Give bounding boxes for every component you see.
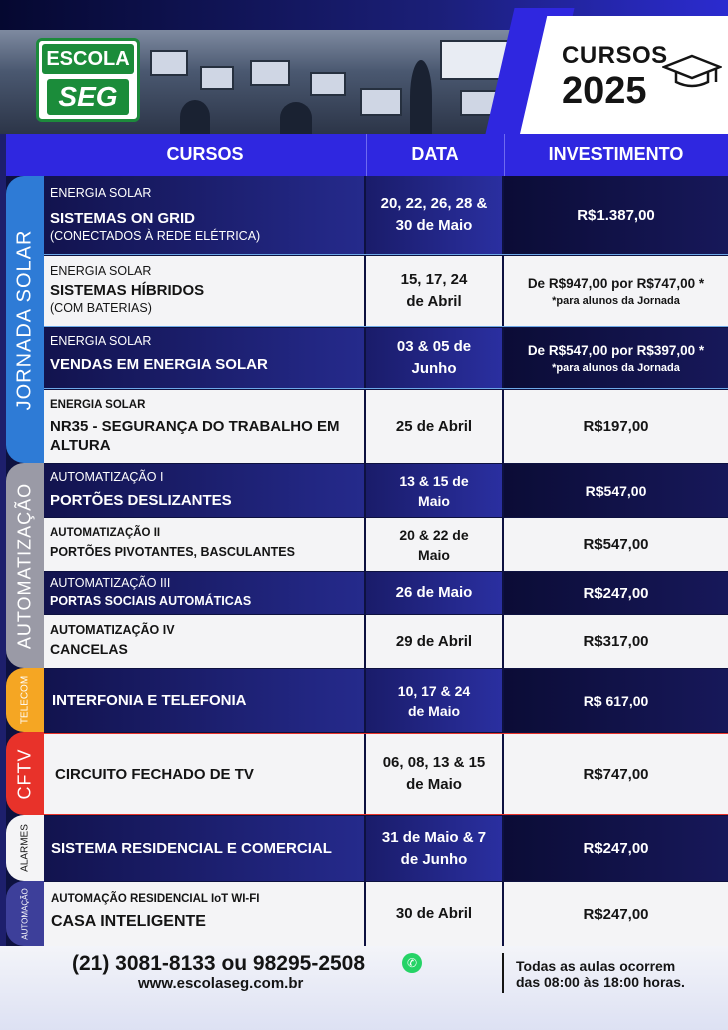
course-category: ENERGIA SOLAR: [50, 334, 152, 348]
course-cell: [44, 328, 364, 388]
course-date: 29 de Abril: [366, 615, 502, 668]
course-title: CIRCUITO FECHADO DE TV: [55, 765, 254, 783]
column-header-price: INVESTIMENTO: [548, 144, 684, 164]
course-title: PORTAS SOCIAIS AUTOMÁTICAS: [50, 594, 252, 608]
course-category: ENERGIA SOLAR: [50, 399, 146, 411]
course-cell: [44, 464, 364, 517]
student-figure: [280, 102, 312, 134]
course-category: AUTOMATIZAÇÃO II: [50, 527, 161, 539]
course-price: R$197,00: [504, 390, 728, 463]
course-date: 20 & 22 de Maio: [366, 518, 502, 571]
category-label: CFTV: [14, 748, 35, 799]
course-title: INTERFONIA E TELEFONIA: [52, 692, 247, 709]
category-label: AUTOMATIZAÇÃO: [14, 482, 35, 649]
course-price: R$247,00: [504, 572, 728, 614]
website-link[interactable]: www.escolaseg.com.br: [138, 975, 304, 992]
course-cell: [44, 816, 364, 881]
monitor-shape: [310, 72, 346, 96]
monitor-shape: [200, 66, 234, 90]
monitor-shape: [150, 50, 188, 76]
course-category: AUTOMATIZAÇÃO IV: [50, 623, 175, 637]
course-category: AUTOMATIZAÇÃO I: [50, 470, 164, 484]
contact-phone[interactable]: (21) 3081-8133 ou 98295-2508: [72, 952, 366, 975]
course-title: SISTEMAS HÍBRIDOS: [50, 282, 205, 299]
course-price-note: *para alunos da Jornada: [552, 361, 680, 374]
course-date: 25 de Abril: [366, 390, 502, 463]
category-automacao: [6, 881, 44, 946]
schedule-note: [516, 958, 685, 990]
course-row: [44, 464, 728, 517]
course-row: [44, 390, 728, 463]
course-date: 31 de Maio & 7 de Junho: [366, 816, 502, 881]
course-title: CANCELAS: [50, 641, 128, 657]
course-title: SISTEMAS ON GRID: [50, 210, 196, 227]
category-label: ALARMES: [19, 824, 31, 872]
course-price-note: *para alunos da Jornada: [552, 294, 680, 307]
course-cell: [44, 882, 364, 946]
course-row: [44, 733, 728, 815]
category-telecom: [6, 668, 44, 732]
course-title: PORTÕES PIVOTANTES, BASCULANTES: [50, 545, 295, 559]
category-label: JORNADA SOLAR: [13, 229, 36, 410]
graduation-cap-icon: [662, 52, 722, 92]
course-cell: [44, 669, 364, 732]
column-header-courses: CURSOS: [166, 144, 244, 164]
course-price: De R$947,00 por R$747,00 *: [527, 275, 705, 291]
course-row: [44, 816, 728, 881]
course-price: R$247,00: [504, 816, 728, 881]
monitor-shape: [250, 60, 290, 86]
column-header-date: DATA: [411, 144, 459, 164]
header-title: CURSOS: [562, 42, 668, 69]
schedule-note-line2: das 08:00 às 18:00 horas.: [516, 974, 685, 990]
category-cftv: [6, 732, 44, 815]
course-cell: [44, 734, 364, 814]
instructor-figure: [410, 60, 432, 134]
course-price: R$ 617,00: [504, 669, 728, 732]
course-category: AUTOMAÇÃO RESIDENCIAL IoT WI-FI: [51, 893, 260, 905]
course-row: [44, 882, 728, 946]
logo-text-bottom: SEG: [47, 79, 129, 115]
course-title: CASA INTELIGENTE: [51, 913, 206, 930]
course-date: 30 de Abril: [366, 882, 502, 946]
category-automatizacao: [6, 463, 44, 668]
course-date: 20, 22, 26, 28 & 30 de Maio: [366, 176, 502, 254]
table-header: [0, 134, 728, 176]
course-row: [44, 176, 728, 255]
course-row: [44, 669, 728, 732]
header-year: 2025: [562, 70, 647, 112]
course-date: 26 de Maio: [366, 572, 502, 614]
course-subtitle: (COM BATERIAS): [50, 301, 152, 315]
course-row: [44, 256, 728, 327]
course-price: De R$547,00 por R$397,00 *: [527, 342, 705, 358]
course-cell: [44, 518, 364, 571]
footer-divider: [502, 953, 504, 993]
course-title: SISTEMA RESIDENCIAL E COMERCIAL: [51, 840, 332, 857]
course-category: AUTOMATIZAÇÃO III: [50, 576, 171, 590]
course-cell: [44, 390, 364, 463]
monitor-shape: [360, 88, 402, 116]
category-label: AUTOMAÇÃO: [20, 887, 30, 940]
course-subtitle: (CONECTADOS À REDE ELÉTRICA): [50, 229, 261, 243]
category-jornada-solar: [6, 176, 44, 463]
course-price: R$547,00: [504, 464, 728, 517]
course-price: R$317,00: [504, 615, 728, 668]
course-row: [44, 328, 728, 389]
course-category: ENERGIA SOLAR: [50, 186, 152, 200]
logo-text-top: ESCOLA: [42, 44, 134, 74]
course-title: PORTÕES DESLIZANTES: [50, 492, 232, 509]
whatsapp-icon[interactable]: ✆: [402, 953, 422, 973]
course-date: 15, 17, 24 de Abril: [366, 256, 502, 326]
course-price: R$547,00: [504, 518, 728, 571]
course-cell: [44, 572, 364, 614]
header: [0, 0, 728, 134]
course-price: R$1.387,00: [504, 176, 728, 254]
course-price-cell: [504, 256, 728, 326]
category-alarmes: [6, 815, 44, 881]
escola-seg-logo: [36, 38, 140, 122]
course-date: 10, 17 & 24 de Maio: [366, 669, 502, 732]
course-category: ENERGIA SOLAR: [50, 264, 152, 278]
course-row: [44, 615, 728, 668]
course-row: [44, 572, 728, 614]
category-label: TELECOM: [19, 675, 31, 725]
course-date: 13 & 15 de Maio: [366, 464, 502, 517]
course-title: VENDAS EM ENERGIA SOLAR: [50, 356, 268, 373]
student-figure: [180, 100, 210, 134]
course-date: 06, 08, 13 & 15 de Maio: [366, 734, 502, 814]
schedule-note-line1: Todas as aulas ocorrem: [516, 958, 676, 974]
course-price: R$747,00: [504, 734, 728, 814]
course-price-cell: [504, 328, 728, 388]
course-price: R$247,00: [504, 882, 728, 946]
course-cell: [44, 615, 364, 668]
course-row: [44, 518, 728, 571]
course-date: 03 & 05 de Junho: [366, 328, 502, 388]
course-cell: [44, 176, 364, 254]
course-cell: [44, 256, 364, 326]
course-title: NR35 - SEGURANÇA DO TRABALHO EM ALTURA: [50, 418, 340, 454]
